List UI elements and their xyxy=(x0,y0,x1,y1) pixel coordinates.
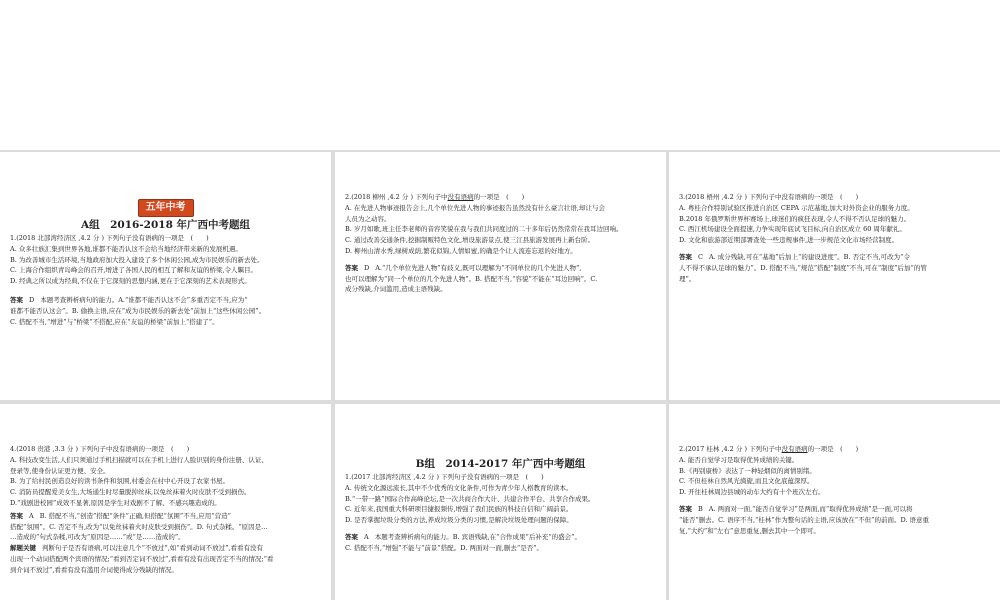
answer-letter: D xyxy=(364,263,370,272)
method-text: 到介词不放过”,看看有没有滥用介词使得成分残缺的情况。 xyxy=(10,565,178,574)
method-label: 解题关键 xyxy=(10,544,36,553)
answer-text: …造成的”句式杂糅,可改为“原因是……”或“是……造成的”。 xyxy=(10,533,185,542)
question-head-text: 2.(2017 桂林 ,4.2 分 ) 下列句子中 xyxy=(679,445,782,453)
option-d: D.“戏剧进校园”成效不显著,原因是学生对戏剧不了解、不感兴趣造成的。 xyxy=(10,498,221,507)
answer-text: C. 搭配不当,“增进”与“桥梁”不搭配,应在“友谊的桥梁”前加上“搭建了”。 xyxy=(10,317,219,326)
slide-card-6 xyxy=(669,404,1000,600)
option-a: A. 众多壮族汇集到世界各地,谁都不能否认这不会给当地经济带来新的发展机遇。 xyxy=(10,244,242,253)
question-3-head: 3.(2018 梧州 ,4.2 分 ) 下列句子中没有语病的一项是 ( ) xyxy=(679,193,859,201)
option-a: A. 能否自觉学习是取得优异成绩的关键。 xyxy=(679,455,799,464)
option-b: B.“一带一路”国际合作高峰论坛,是一次共商合作大计、共建合作平台、共享合作成果。 xyxy=(345,494,595,503)
question-2-head xyxy=(345,192,656,203)
option-c: C. 消防员提醒爱美女生,大场通生时尽量脱掉丝袜,以免丝袜着火时皮肤不受到损伤。 xyxy=(10,488,251,497)
answer-text: A.“几个单位先进人物”有歧义,既可以理解为“不同单位的几个先进人物”, xyxy=(375,263,582,272)
answer-line xyxy=(679,252,990,263)
option-c: C. 西江机场建设全面提速,力争实现年底试飞目标,向自治区成立 60 周年献礼。 xyxy=(679,225,906,234)
option-d: D. 是否掌握垃圾分类的方法,养成垃圾分类的习惯,是解决垃圾处理问题的保障。 xyxy=(345,516,573,525)
answer-letter: D xyxy=(29,295,35,304)
answer-line xyxy=(10,295,321,306)
answer-letter: C xyxy=(698,252,703,261)
answer-letter: A xyxy=(364,532,369,541)
question-head-text: 的一项是 ( ) xyxy=(807,445,859,453)
question-head-text: 的一项是 ( ) xyxy=(473,193,525,201)
answer-text: B. 搭配不当,“创造”搭配“条件”正确,但搭配“氛围”不当,应用“营造” xyxy=(39,511,231,520)
option-d: D. 开往桂林周边县城的动车大约有十个班次左右。 xyxy=(679,488,825,497)
answer-label: 答案 xyxy=(345,263,358,272)
question-1-head: 1.(2017 北部湾经济区 ,4.2 分 ) 下列句子没有语病的一项是 ( ) xyxy=(345,473,544,481)
slide-card-5 xyxy=(335,404,666,600)
option-c: C. 上海合作组织青岛峰会的召开,增进了各国人民的相互了解和友谊的桥梁,令人瞩目。 xyxy=(10,266,258,275)
answer-label: 答案 xyxy=(679,252,692,261)
blank-top-area xyxy=(0,0,1000,150)
answer-letter: A xyxy=(29,511,34,520)
answer-text: 也可以理解为“同一个单位的几个先进人物”。B. 搭配不当,“容貌”不能在“耳边回响”。C. xyxy=(345,274,598,283)
answer-text: 人不得不承认足球的魅力”。D. 搭配不当,“规范”搭配“制度”不当,可在“制度”后加“的管 xyxy=(679,263,927,272)
option-a: A. 在先进人物事迹报告会上,几个单位先进人物的事迹报告虽然没有什么豪言壮语,却让与会 xyxy=(345,203,605,212)
group-b-title: B组 2014-2017 年广西中考题组 xyxy=(415,458,586,470)
question-4-head: 4.(2018 贵港 ,3.3 分 ) 下列句子中没有语病的一项是 ( ) xyxy=(10,445,190,453)
option-c: C. 通过改善交通条件,挖掘制贩特色文化,增设旅游景点,使三江县旅游发展再上新台阶。 xyxy=(345,236,595,245)
option-b: B. 为改善城市生活环境,当地政府加大投入建设了多个休闲公园,成为市民娱乐的新去处。 xyxy=(10,255,264,264)
option-a: A. 粤桂合作特别试验区推进自治区 CEPA 示范基地,加大对外资企业的服务力度。 xyxy=(679,203,914,212)
answer-text: 搭配“氛围”。C. 否定不当,改为“以免丝袜着火时皮肤受到损伤”。D. 句式杂糅。“原因是… xyxy=(10,522,268,531)
answer-label: 答案 xyxy=(10,295,23,304)
answer-text: “能否”删去。C. 语序不当,“桂林”作为整句话的主语,应该放在“不但”的前面。D. 语意重 xyxy=(679,515,930,524)
option-b: B.2018 年俄罗斯世界杯赛场上,球迷们的疯狂表现,令人不得不否认足球的魅力。 xyxy=(679,214,911,223)
answer-letter: B xyxy=(698,504,703,513)
answer-text: A. 成分残缺,可在“基地”后加上“的建设进度”。B. 否定不当,可改为“令 xyxy=(708,252,910,261)
answer-text: 理”。 xyxy=(679,274,696,283)
answer-label: 答案 xyxy=(679,504,692,513)
answer-line xyxy=(345,532,656,543)
answer-text: A. 两面对一面,“能否自觉学习”是两面,而“取得优异成绩”是一面,可以将 xyxy=(708,504,913,513)
answer-text: 复,“大约”和“左右”意思重复,删去其中一个即可。 xyxy=(679,526,820,535)
question-1-head: 1.(2018 北部湾经济区 ,4.2 分 ) 下列句子没有语病的一项是 ( ) xyxy=(10,234,209,242)
answer-line xyxy=(10,511,321,522)
answer-line xyxy=(679,504,990,515)
slide-card-2 xyxy=(335,152,666,400)
question-2-head xyxy=(679,444,990,455)
slide-card-1 xyxy=(0,152,331,400)
option-c: C. 不但桂林自然风光旖旎,而且文化底蕴深厚。 xyxy=(679,477,814,486)
slide-card-3 xyxy=(669,152,1000,400)
five-year-exam-banner: 五年中考 xyxy=(138,199,194,217)
option-a: A. 传统文化源远流长,其中不少优秀的文化条件,可作为青少年人格教育的读本。 xyxy=(345,483,573,492)
method-text: 判断句子是否有语病,可以注意几个“不放过”,如“看到动词不放过”,看看有没有 xyxy=(42,544,263,553)
option-d: D. 柳州山清水秀,绿树成荫,繁花似锦,人情如蜜,的确是个让人流连忘返的好地方。 xyxy=(345,246,577,255)
answer-text: 本题考查辨析病句的能力。A.“谁都不能否认这不会”多重否定不当,应为“ xyxy=(40,295,248,304)
answer-text: 本题考查辨析病句的能力。B. 宾语残缺,在“合作成果”后补充“的盛会”。 xyxy=(374,532,581,541)
option-b: B. 岁月如歌,班主任李老师的音容笑貌在我与我们共同度过的二十多年后仍然常常在我耳边回响。 xyxy=(345,225,623,234)
answer-line xyxy=(345,263,656,274)
answer-text: C. 搭配不当,“增强”不能与“前景”搭配。D. 两面对一面,删去“是否”。 xyxy=(345,543,544,552)
answer-text: 成分残缺,介词滥用,造成主语残缺。 xyxy=(345,285,447,294)
option-a-cont: 登录等,使身份认证更方便、安全。 xyxy=(10,466,110,475)
slide-card-4 xyxy=(0,404,331,600)
group-a-title: A组 2016-2018 年广西中考题组 xyxy=(80,219,251,231)
option-b: B. 为了给村民创造良好的读书条件和氛围,村委会在村中心开设了农家书屋。 xyxy=(10,477,229,486)
option-a: A. 科技改变生活,人们只须通过手机扫描就可以在手机上进行人脸识别的身份注册、认证、 xyxy=(10,455,268,464)
underlined-keyword: 没有语病 xyxy=(781,445,808,453)
option-b: B.《再别康桥》表达了一种轻烟似的离情别绪。 xyxy=(679,466,816,475)
underlined-keyword: 没有语病 xyxy=(447,193,474,201)
option-d: D. 文化和旅游部近期部署查处一些违规事件,进一步规范文化市场经营制度。 xyxy=(679,236,899,245)
method-line xyxy=(10,543,321,554)
answer-label: 答案 xyxy=(345,532,358,541)
answer-label: 答案 xyxy=(10,511,23,520)
question-head-text: 2.(2018 柳州 ,4.2 分 ) 下列句子中 xyxy=(345,193,448,201)
method-text: 出现一个动词搭配两个宾语的情况;“看到否定词不放过”,看看有没有出现否定不当的情况;“看 xyxy=(10,554,274,563)
answer-text: 谁都不能否认这会”。B. 偷换主语,应在“成为市民娱乐的新去处”前加上“这些休闲公园”。 xyxy=(10,306,266,315)
option-d: D. 经典之所以成为经典,不仅在于它深刻的思想内涵,更在于它深刻的艺术表现形式。 xyxy=(10,277,251,286)
option-c: C. 近年来,我国重大科研项目捷报频传,增强了我们民族的科技自信和广阔前景。 xyxy=(345,505,573,514)
option-a-cont: 人员为之动容。 xyxy=(345,214,391,223)
